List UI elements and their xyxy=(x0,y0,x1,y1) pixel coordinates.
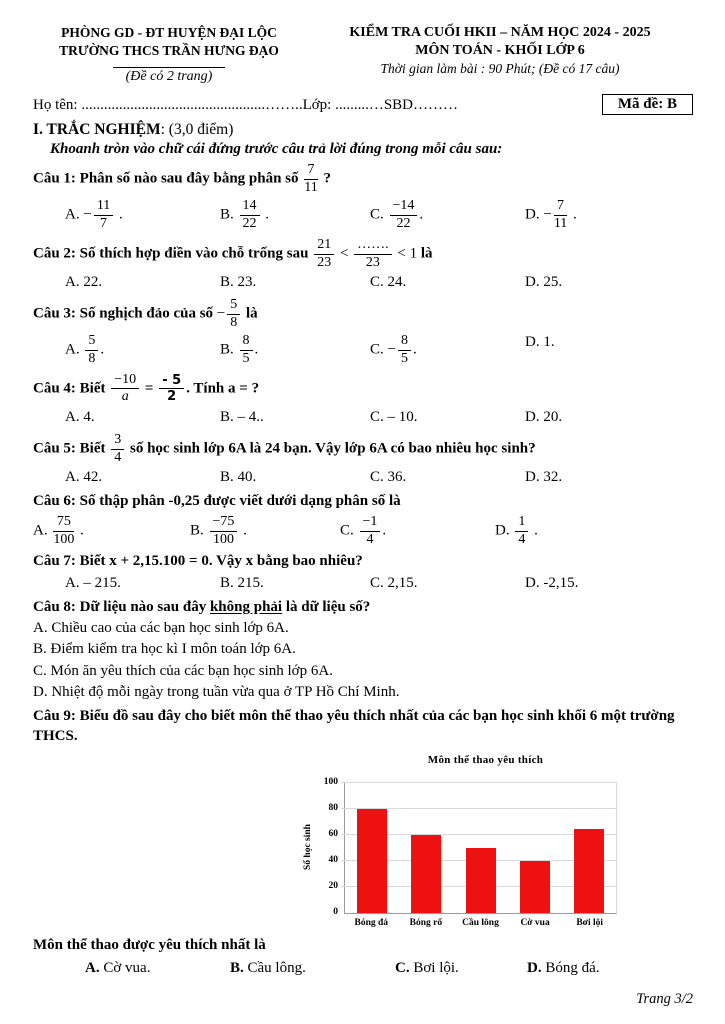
fraction-denominator: 4 xyxy=(518,531,526,547)
fraction-denominator: 8 xyxy=(88,351,96,367)
option-D xyxy=(525,408,695,428)
question-label: Câu 9: xyxy=(33,707,76,724)
fraction xyxy=(159,374,184,404)
text-segment: − xyxy=(543,207,552,224)
text-segment: . xyxy=(76,522,84,539)
text-segment: B. xyxy=(190,522,208,539)
text-segment: là xyxy=(420,245,433,262)
fraction xyxy=(210,515,238,547)
text-segment: A. Chiều cao của các bạn học sinh lớp 6A. xyxy=(33,620,289,637)
text-segment: . xyxy=(569,207,577,224)
text-segment: B. Điểm kiểm tra học kì I môn toán lớp 6A. xyxy=(33,641,296,658)
chart-plot-area xyxy=(344,782,617,928)
bar-slot xyxy=(453,783,507,913)
text-segment: Cờ vua. xyxy=(103,960,151,977)
text-segment: Biết xyxy=(75,440,110,457)
option-D xyxy=(525,574,695,594)
option-C xyxy=(370,574,525,594)
fraction-numerator: 1 xyxy=(515,515,528,532)
pages-note: (Đề có 2 trang) xyxy=(125,69,213,85)
text-segment: − xyxy=(216,305,226,322)
option-D xyxy=(33,683,695,703)
question-stem xyxy=(33,162,695,196)
text-segment: . Tính a = ? xyxy=(186,380,260,397)
fraction-denominator: 11 xyxy=(304,179,318,195)
text-segment: . xyxy=(239,522,247,539)
student-info-row xyxy=(33,94,695,115)
question-cau-9 xyxy=(33,707,695,929)
answer-options xyxy=(33,959,695,979)
x-category-label: Cầu lông xyxy=(462,918,499,929)
fraction xyxy=(304,163,317,195)
text-segment: B. xyxy=(220,342,238,359)
text-segment: A. 42. xyxy=(65,469,103,486)
text-segment: C. xyxy=(370,342,388,359)
fraction xyxy=(94,199,113,231)
answer-options xyxy=(33,333,695,367)
fraction-numerator: −75 xyxy=(210,515,238,532)
text-segment: < 1 xyxy=(393,245,421,262)
question-label: Câu 6: xyxy=(33,493,76,510)
fraction-denominator: 100 xyxy=(212,531,234,547)
option-B xyxy=(33,640,695,660)
y-tick-label: 60 xyxy=(328,828,338,839)
text-segment: − xyxy=(387,342,396,359)
fraction-numerator: 21 xyxy=(314,238,334,255)
chart-y-ticks xyxy=(316,776,344,917)
fraction xyxy=(354,238,392,270)
text-segment: A. – 215. xyxy=(65,575,121,592)
question-stem xyxy=(33,598,695,618)
option-D xyxy=(525,273,695,293)
chart-plot xyxy=(344,782,617,914)
fraction-numerator: 5 xyxy=(227,298,240,315)
fraction-denominator: 22 xyxy=(242,216,257,232)
fraction-denominator: 7 xyxy=(100,216,108,232)
option-C xyxy=(370,198,525,232)
x-category-label: Bóng rổ xyxy=(409,918,443,929)
option-C xyxy=(33,662,695,682)
text-segment: C. 2,15. xyxy=(370,575,418,592)
bars xyxy=(345,783,616,913)
text-segment: = xyxy=(141,380,158,397)
y-tick-label: 40 xyxy=(328,854,338,865)
text-segment: không phải xyxy=(209,598,283,615)
option-C xyxy=(370,468,525,488)
y-tick-label: 80 xyxy=(328,802,338,813)
text-segment: C. 24. xyxy=(370,274,407,291)
question-stem xyxy=(33,432,695,466)
section-instruction: Khoanh tròn vào chữ cái đứng trước câu trả lời đúng trong mỗi câu sau: xyxy=(50,141,503,158)
fraction xyxy=(515,515,528,547)
text-segment: C. xyxy=(340,522,358,539)
option-B xyxy=(220,468,370,488)
fraction-denominator: 5 xyxy=(242,351,250,367)
bar-4 xyxy=(520,861,550,913)
bar-1 xyxy=(357,809,387,913)
text-segment: A. 22. xyxy=(65,274,103,291)
question-label: Câu 4: xyxy=(33,380,76,397)
fraction-denominator: 100 xyxy=(53,531,75,547)
fraction-denominator: 5 xyxy=(400,351,408,367)
question-label: Câu 2: xyxy=(33,245,76,262)
question-stem xyxy=(33,372,695,406)
option-B xyxy=(220,574,370,594)
text-segment: là dữ liệu số? xyxy=(282,598,371,615)
text-segment: . xyxy=(530,522,538,539)
fraction-numerator: 7 xyxy=(304,163,317,180)
fraction-numerator: −10 xyxy=(111,373,139,390)
text-segment: C. Món ăn yêu thích của các bạn học sinh lớp 6A. xyxy=(33,662,333,679)
fraction-numerator: 75 xyxy=(53,515,74,532)
chart-title: Môn thể thao yêu thích xyxy=(427,754,544,767)
question-label: Câu 5: xyxy=(33,440,76,457)
page-number: Trang 3/2 xyxy=(636,991,693,1008)
fraction-denominator: 23 xyxy=(365,254,380,270)
answer-options xyxy=(33,619,695,703)
text-segment: Biết x + 2,15.100 = 0. Vậy x bằng bao nhiêu? xyxy=(75,553,363,570)
option-A xyxy=(33,514,190,548)
text-segment: D. 20. xyxy=(525,409,563,426)
option-D xyxy=(527,959,695,979)
option-B xyxy=(190,514,340,548)
fraction-numerator: 7 xyxy=(554,199,567,216)
question-cau-1 xyxy=(33,162,695,233)
text-segment: Biểu đồ sau đây cho biết môn thể thao yêu thích nhất của các bạn học sinh khối 6 một trường THCS. xyxy=(33,707,675,744)
text-segment: A. xyxy=(85,960,104,977)
questions-list xyxy=(33,162,695,979)
fraction-numerator: 8 xyxy=(398,334,411,351)
answer-options xyxy=(33,574,695,594)
chart-y-axis-label: Số học sinh xyxy=(303,824,313,871)
bar-slot xyxy=(345,783,399,913)
text-segment: ? xyxy=(319,170,332,187)
fraction-numerator: - 5 xyxy=(159,374,184,390)
section-heading xyxy=(33,121,695,139)
text-segment: A. xyxy=(33,522,52,539)
option-D xyxy=(525,333,695,367)
answer-options xyxy=(33,468,695,488)
fraction xyxy=(240,199,260,231)
text-segment: D. 32. xyxy=(525,469,563,486)
question-sport-favorite xyxy=(33,936,695,979)
question-label: Câu 8: xyxy=(33,598,76,615)
bar-slot xyxy=(399,783,453,913)
text-segment: số học sinh lớp 6A là 24 bạn. Vậy lớp 6A có bao nhiêu học sinh? xyxy=(126,440,536,457)
option-A xyxy=(65,574,220,594)
question-cau-5 xyxy=(33,432,695,488)
fraction-numerator: 11 xyxy=(94,199,113,216)
text-segment: C. 36. xyxy=(370,469,407,486)
exam-code-box xyxy=(602,94,693,115)
option-D xyxy=(525,198,695,232)
fraction-numerator: −14 xyxy=(390,199,418,216)
option-A xyxy=(33,619,695,639)
bar-slot xyxy=(508,783,562,913)
school-name: TRƯỜNG THCS TRẦN HƯNG ĐẠO xyxy=(59,42,279,58)
answer-options xyxy=(33,408,695,428)
text-segment: Số thập phân -0,25 được viết dưới dạng phân số là xyxy=(75,493,401,510)
chart-x-labels xyxy=(344,918,617,928)
fraction-denominator: 2 xyxy=(167,389,177,405)
text-segment: C. – 10. xyxy=(370,409,418,426)
text-segment: . xyxy=(419,207,424,224)
fraction xyxy=(85,334,98,366)
bar-chart xyxy=(300,754,622,928)
student-name-line: Họ tên: .................................................……..Lớp: .........…SBD……… xyxy=(33,97,459,114)
question-cau-7 xyxy=(33,552,695,594)
text-segment: Phân số nào sau đây bằng phân số xyxy=(75,170,303,187)
answer-options xyxy=(33,198,695,232)
text-segment: A. 4. xyxy=(65,409,95,426)
question-stem xyxy=(33,492,695,512)
option-A xyxy=(85,959,230,979)
fraction xyxy=(360,515,381,547)
text-segment: D. xyxy=(525,207,544,224)
school-block xyxy=(33,24,305,85)
text-segment: . xyxy=(261,207,270,224)
option-A xyxy=(65,408,220,428)
text-segment: . xyxy=(115,207,123,224)
option-A xyxy=(65,198,220,232)
option-A xyxy=(65,468,220,488)
option-B xyxy=(230,959,395,979)
x-category-label: Cờ vua xyxy=(520,918,550,929)
question-cau-6 xyxy=(33,492,695,548)
text-segment: Biết xyxy=(75,380,110,397)
text-segment: D. xyxy=(495,522,514,539)
fraction-denominator: 4 xyxy=(114,449,122,465)
question-stem xyxy=(33,237,695,271)
option-A xyxy=(65,333,220,367)
text-segment: C. xyxy=(370,207,388,224)
option-B xyxy=(220,273,370,293)
option-C xyxy=(340,514,495,548)
exam-subject: MÔN TOÁN - KHỐI LỚP 6 xyxy=(415,43,585,59)
text-segment: B. 215. xyxy=(220,575,264,592)
text-segment: Môn thể thao được yêu thích nhất là xyxy=(33,937,266,954)
option-B xyxy=(220,333,370,367)
fraction xyxy=(227,298,240,330)
fraction xyxy=(554,199,567,231)
question-stem xyxy=(33,936,695,956)
fraction xyxy=(240,334,253,366)
fraction-numerator: 3 xyxy=(111,433,124,450)
text-segment: là xyxy=(242,305,258,322)
fraction-numerator: −1 xyxy=(360,515,381,532)
question-cau-4 xyxy=(33,372,695,428)
fraction-denominator: a xyxy=(121,389,129,405)
text-segment: . xyxy=(254,342,259,359)
fraction xyxy=(398,334,411,366)
text-segment: D. 25. xyxy=(525,274,563,291)
text-segment: D. xyxy=(527,960,546,977)
text-segment: . xyxy=(382,522,387,539)
fraction-denominator: 22 xyxy=(396,216,411,232)
text-segment: Dữ liệu nào sau đây xyxy=(75,598,210,615)
question-label: Câu 1: xyxy=(33,170,76,187)
exam-header xyxy=(33,24,695,85)
option-C xyxy=(370,408,525,428)
y-tick-label: 100 xyxy=(323,776,338,787)
section-title: I. TRẮC NGHIỆM xyxy=(33,121,161,139)
y-tick-label: 20 xyxy=(328,880,338,891)
option-B xyxy=(220,198,370,232)
fraction-denominator: 8 xyxy=(230,314,238,330)
bar-slot xyxy=(562,783,616,913)
answer-options xyxy=(33,514,695,548)
option-D xyxy=(495,514,695,548)
fraction xyxy=(111,373,139,405)
option-C xyxy=(370,273,525,293)
option-D xyxy=(525,468,695,488)
option-C xyxy=(370,333,525,367)
text-segment: B. xyxy=(230,960,248,977)
bar-2 xyxy=(411,835,441,913)
text-segment: C. xyxy=(395,960,414,977)
fraction-denominator: 11 xyxy=(553,216,568,232)
question-stem xyxy=(33,552,695,572)
question-cau-2 xyxy=(33,237,695,293)
answer-options xyxy=(33,273,695,293)
fraction xyxy=(53,515,74,547)
text-segment: D. -2,15. xyxy=(525,575,579,592)
section-points: : (3,0 điểm) xyxy=(160,121,234,139)
fraction-denominator: 23 xyxy=(317,254,332,270)
chart-body xyxy=(300,776,622,929)
bar-5 xyxy=(574,829,604,914)
fraction xyxy=(314,238,334,270)
question-label: Câu 7: xyxy=(33,553,76,570)
text-segment: < xyxy=(336,245,353,262)
divider-line xyxy=(113,67,225,68)
bar-3 xyxy=(466,848,496,913)
text-segment: . xyxy=(412,342,417,359)
text-segment: D. Nhiệt độ mỗi ngày trong tuần vừa qua ở TP Hồ Chí Minh. xyxy=(33,684,400,701)
question-stem xyxy=(33,297,695,331)
text-segment: B. xyxy=(220,207,238,224)
fraction xyxy=(111,433,124,465)
fraction-numerator: 8 xyxy=(240,334,253,351)
exam-title: KIỂM TRA CUỐI HKII – NĂM HỌC 2024 - 2025 xyxy=(349,25,651,40)
text-segment: B. – 4.. xyxy=(220,409,264,426)
text-segment: . xyxy=(100,342,105,359)
question-label: Câu 3: xyxy=(33,305,76,322)
x-category-label: Bóng đá xyxy=(354,918,389,929)
fraction-numerator: ……. xyxy=(354,238,392,255)
question-cau-3 xyxy=(33,297,695,368)
fraction-numerator: 5 xyxy=(85,334,98,351)
exam-title-block xyxy=(305,24,695,85)
fraction-numerator: 14 xyxy=(240,199,260,216)
option-A xyxy=(65,273,220,293)
text-segment: Số nghịch đảo của số xyxy=(75,305,217,322)
text-segment: − xyxy=(83,207,92,224)
x-category-label: Bơi lội xyxy=(576,918,603,929)
text-segment: Bóng đá. xyxy=(545,960,600,977)
exam-duration: Thời gian làm bài : 90 Phút; (Đề có 17 câu) xyxy=(380,61,620,77)
text-segment: A. xyxy=(65,342,84,359)
text-segment: D. 1. xyxy=(525,334,555,351)
text-segment: Số thích hợp điền vào chỗ trống sau xyxy=(75,245,313,262)
y-tick-label: 0 xyxy=(333,906,338,917)
exam-code-label: Mã đề: B xyxy=(617,96,677,113)
text-segment: B. 40. xyxy=(220,469,257,486)
question-cau-8 xyxy=(33,598,695,703)
department-name: PHÒNG GD - ĐT HUYỆN ĐẠI LỘC xyxy=(61,25,277,40)
text-segment: B. 23. xyxy=(220,274,257,291)
fraction-denominator: 4 xyxy=(366,531,374,547)
question-stem xyxy=(33,707,695,747)
option-C xyxy=(395,959,527,979)
text-segment: A. xyxy=(65,207,84,224)
text-segment: Cầu lông. xyxy=(247,960,306,977)
text-segment: Bơi lội. xyxy=(413,960,459,977)
fraction xyxy=(390,199,418,231)
option-B xyxy=(220,408,370,428)
